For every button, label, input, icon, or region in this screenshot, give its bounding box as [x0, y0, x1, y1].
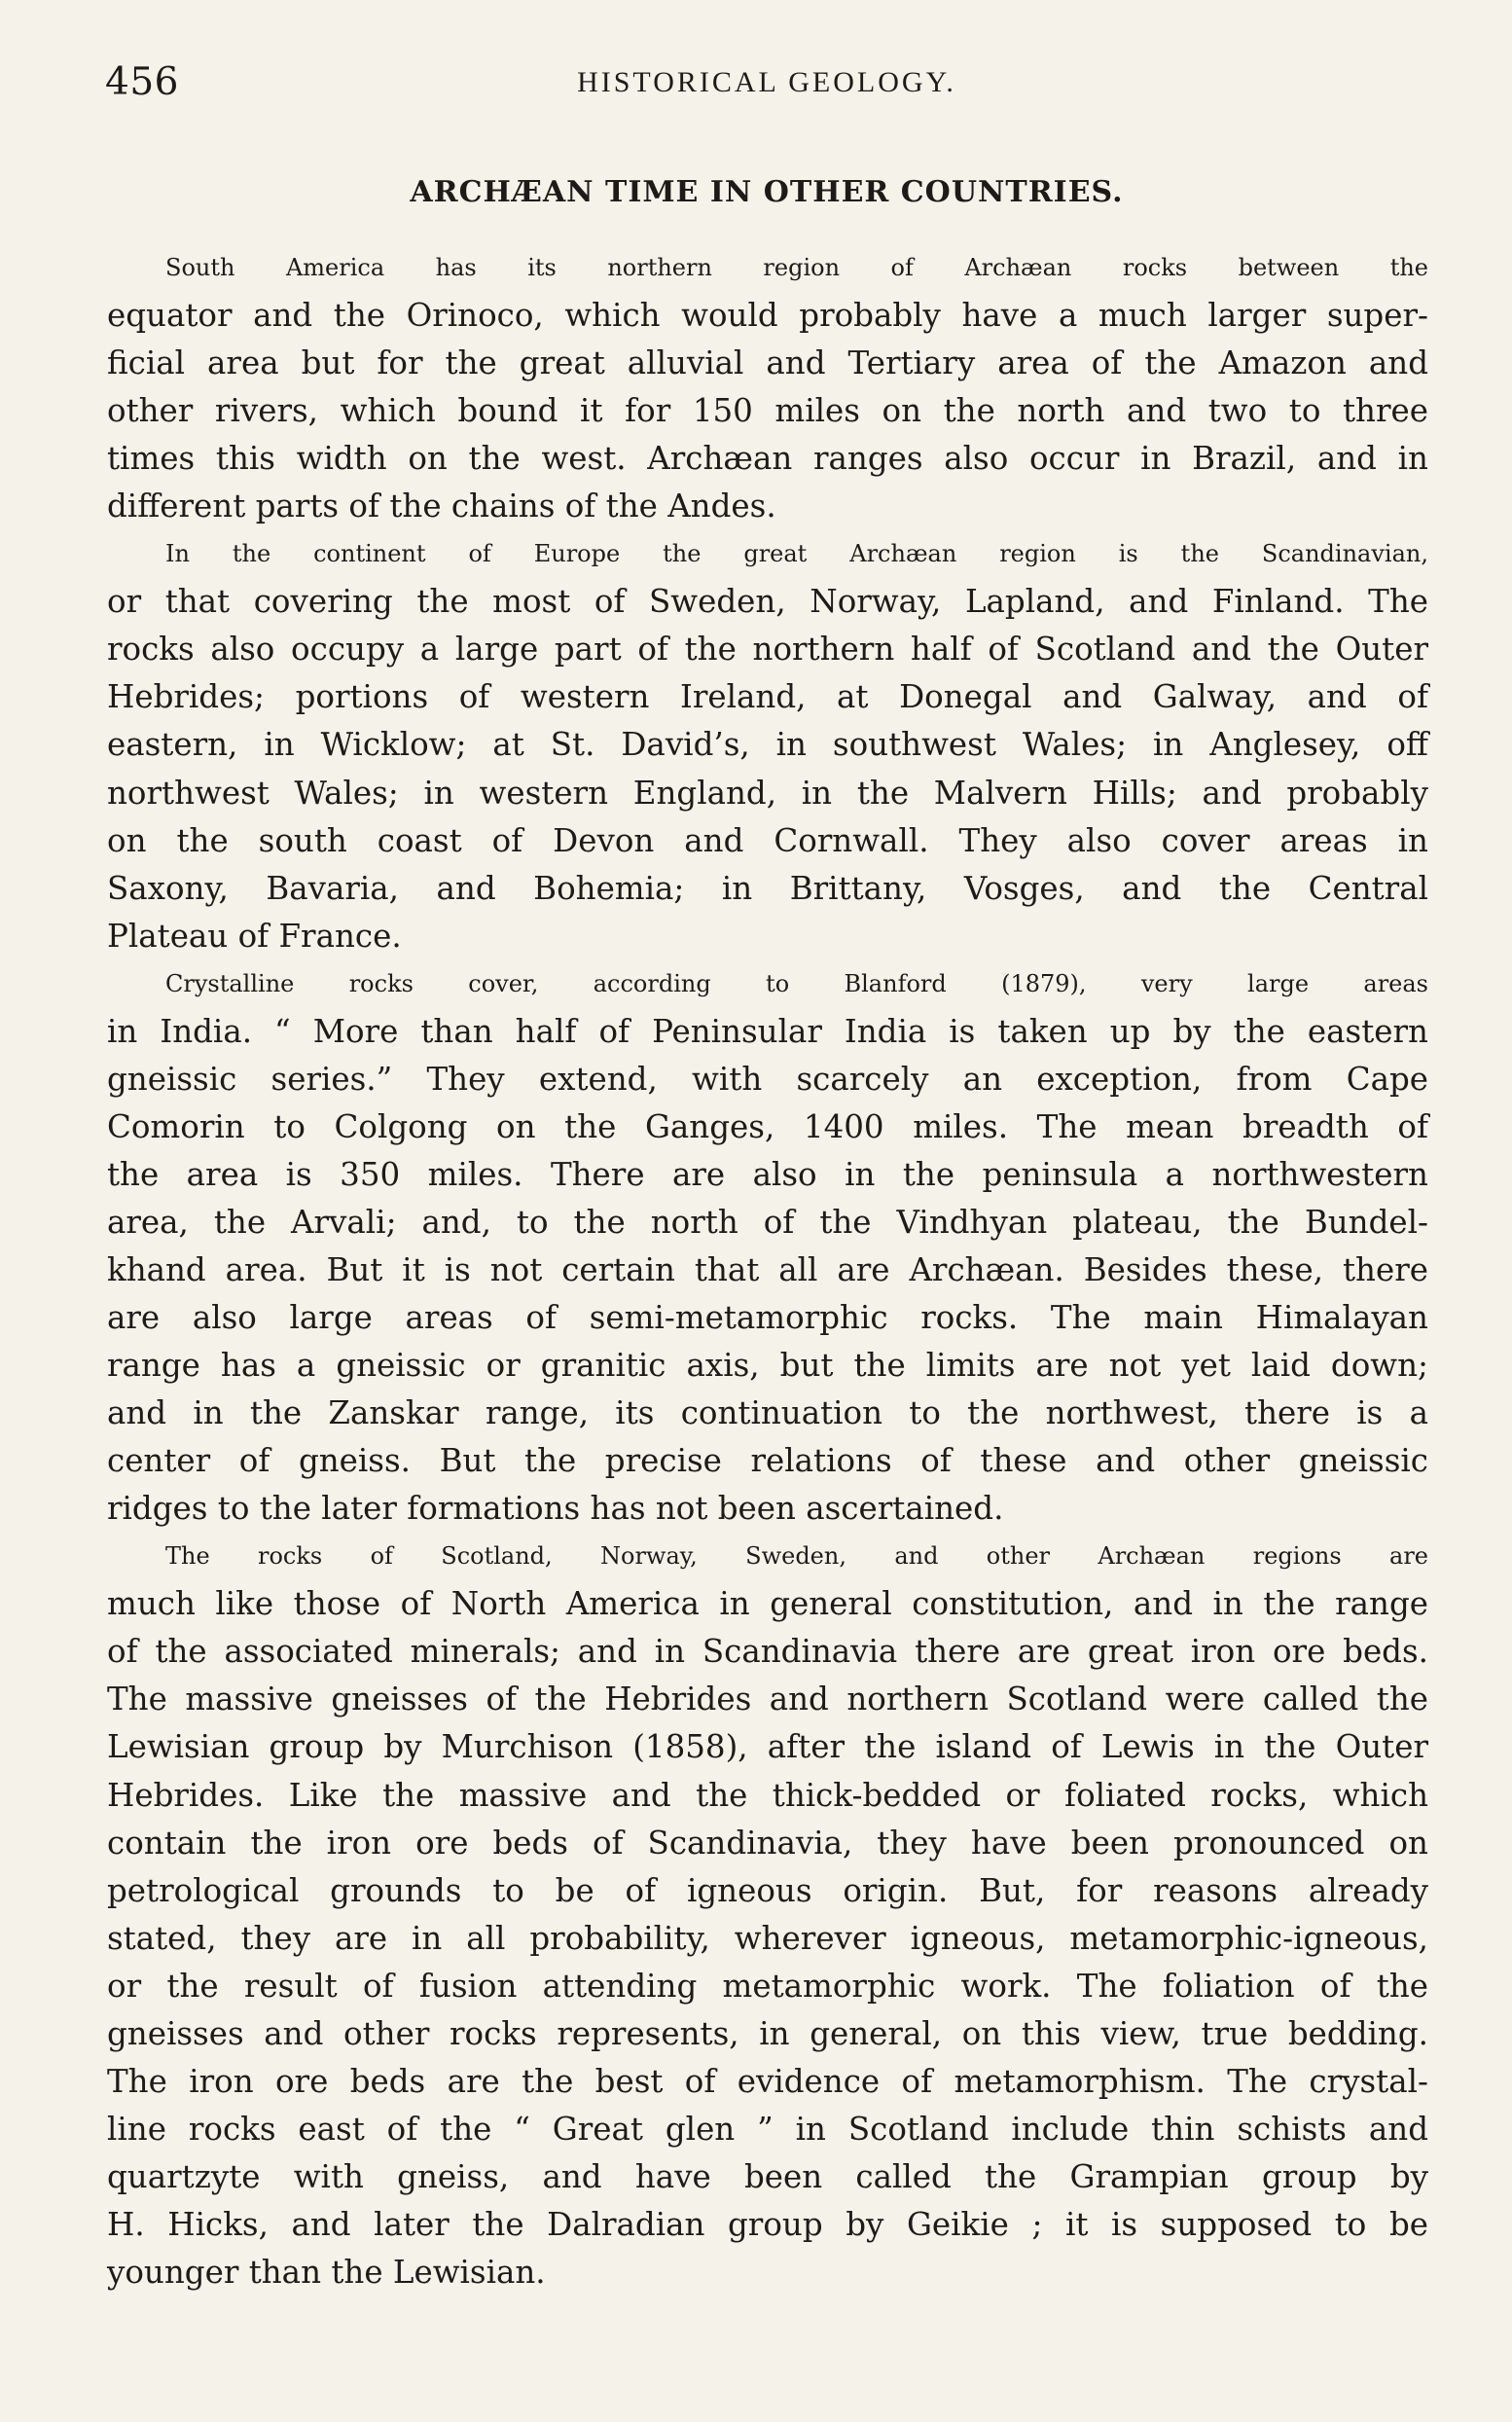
text-line: contain the iron ore beds of Scandinavia, they have been pronounced on [107, 1824, 1428, 1862]
text-line: Hebrides; portions of western Ireland, at Donegal and Galway, and of [107, 678, 1428, 716]
text-line: other rivers, which bound it for 150 miles on the north and two to three [107, 392, 1428, 430]
paragraph [107, 244, 1428, 530]
text-line: Lewisian group by Murchison (1858), after the island of Lewis in the Outer [107, 1728, 1428, 1766]
text-line: ficial area but for the great alluvial and Tertiary area of the Amazon and [107, 344, 1428, 382]
text-line: The iron ore beds are the best of evidence of metamorphism. The crystal- [107, 2062, 1428, 2100]
text-line: northwest Wales; in western England, in the Malvern Hills; and probably [107, 774, 1428, 812]
text-line: rocks also occupy a large part of the northern half of Scotland and the Outer [107, 631, 1428, 669]
text-line: younger than the Lewisian. [107, 2253, 546, 2291]
text-line: quartzyte with gneiss, and have been called the Grampian group by [107, 2157, 1428, 2195]
text-line: much like those of North America in general constitution, and in the range [107, 1585, 1428, 1623]
text-line: ridges to the later formations has not been ascertained. [107, 1490, 1004, 1528]
page-number: 456 [105, 60, 179, 104]
body-text [107, 244, 1428, 2296]
text-line: the area is 350 miles. There are also in the peninsula a northwestern [107, 1155, 1428, 1193]
paragraph [107, 530, 1428, 959]
text-line: gneisses and other rocks represents, in general, on this view, true bedding. [107, 2014, 1428, 2052]
text-line: Hebrides. Like the massive and the thick-bedded or foliated rocks, which [107, 1776, 1428, 1814]
running-title: HISTORICAL GEOLOGY. [577, 66, 956, 98]
text-line: area, the Arvali; and, to the north of the Vindhyan plateau, the Bundel- [107, 1203, 1428, 1241]
text-line: in India. “ More than half of Peninsular India is taken up by the eastern [107, 1012, 1428, 1050]
text-line: petrological grounds to be of igneous origin. But, for reasons already [107, 1871, 1428, 1909]
text-line: Comorin to Colgong on the Ganges, 1400 miles. The mean breadth of [107, 1107, 1428, 1145]
text-line: The rocks of Scotland, Norway, Sweden, and other Archæan regions are [165, 1542, 1428, 1571]
text-line: center of gneiss. But the precise relations of these and other gneissic [107, 1442, 1428, 1480]
text-line: are also large areas of semi-metamorphic rocks. The main Himalayan [107, 1299, 1428, 1337]
text-line: or that covering the most of Sweden, Norway, Lapland, and Finland. The [107, 583, 1428, 621]
text-line: The massive gneisses of the Hebrides and northern Scotland were called the [107, 1681, 1428, 1718]
paragraph [107, 960, 1428, 1534]
text-line: of the associated minerals; and in Scandinavia there are great iron ore beds. [107, 1633, 1428, 1671]
text-line: South America has its northern region of Archæan rocks between the [165, 254, 1428, 281]
text-line: times this width on the west. Archæan ranges also occur in Brazil, and in [107, 440, 1428, 478]
text-line: equator and the Orinoco, which would probably have a much larger super- [107, 297, 1428, 335]
text-line: on the south coast of Devon and Cornwall. They also cover areas in [107, 821, 1428, 859]
text-line: eastern, in Wicklow; at St. David’s, in southwest Wales; in Anglesey, off [107, 726, 1428, 764]
text-line: khand area. But it is not certain that all are Archæan. Besides these, there [107, 1250, 1428, 1288]
text-line: stated, they are in all probability, wherever igneous, metamorphic-igneous, [107, 1919, 1428, 1957]
text-line: line rocks east of the “ Great glen ” in Scotland include thin schists and [107, 2110, 1428, 2148]
text-line: and in the Zanskar range, its continuation to the northwest, there is a [107, 1394, 1428, 1432]
text-line: Plateau of France. [107, 917, 402, 955]
section-heading: ARCHÆAN TIME IN OTHER COUNTRIES. [410, 175, 1124, 209]
text-line: H. Hicks, and later the Dalradian group by Geikie ; it is supposed to be [107, 2205, 1428, 2243]
text-line: range has a gneissic or granitic axis, but the limits are not yet laid down; [107, 1347, 1428, 1385]
paragraph [107, 1533, 1428, 2296]
text-line: Saxony, Bavaria, and Bohemia; in Brittany, Vosges, and the Central [107, 869, 1428, 907]
running-head [105, 60, 1428, 119]
text-line: gneissic series.” They extend, with scarcely an exception, from Cape [107, 1060, 1428, 1098]
text-line: different parts of the chains of the Andes. [107, 488, 776, 525]
text-line: or the result of fusion attending metamorphic work. The foliation of the [107, 1967, 1428, 2005]
text-line: Crystalline rocks cover, according to Blanford (1879), very large areas [165, 969, 1428, 997]
text-line: In the continent of Europe the great Archæan region is the Scandinavian, [165, 540, 1428, 568]
